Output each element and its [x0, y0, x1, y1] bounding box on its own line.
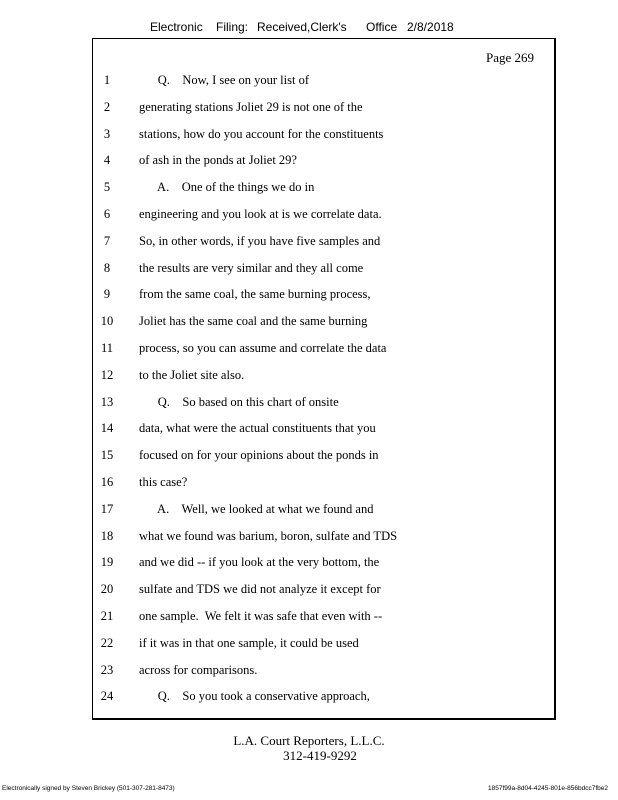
- footer-phone: 312-419-9292: [283, 748, 357, 763]
- line-number: 13: [100, 395, 114, 409]
- line-text: A. One of the things we do in: [139, 180, 315, 194]
- line-text: the results are very similar and they all come: [139, 261, 364, 275]
- document-id: 1857f99a-8d04-4245-801e-856bdcc7fbe2: [488, 785, 608, 792]
- page-number: Page 269: [485, 50, 534, 65]
- line-number: 2: [103, 100, 111, 114]
- line-number: 3: [103, 127, 111, 141]
- line-text: one sample. We felt it was safe that even with --: [139, 609, 383, 623]
- line-text: and we did -- if you look at the very bottom, the: [139, 555, 380, 569]
- line-text: Q. So you took a conservative approach,: [139, 689, 370, 703]
- header-electronic: Electronic: [150, 20, 203, 34]
- line-text: engineering and you look at is we correlate data.: [139, 207, 382, 221]
- line-number: 24: [100, 689, 114, 703]
- line-number: 16: [100, 475, 114, 489]
- line-text: if it was in that one sample, it could be used: [139, 636, 359, 650]
- line-text: Q. Now, I see on your list of: [139, 73, 310, 87]
- line-text: from the same coal, the same burning process,: [139, 287, 371, 301]
- line-text: this case?: [139, 475, 188, 489]
- line-text: Q. So based on this chart of onsite: [139, 395, 339, 409]
- line-number: 15: [100, 448, 114, 462]
- line-text: data, what were the actual constituents that you: [139, 421, 376, 435]
- line-text: So, in other words, if you have five samples and: [139, 234, 381, 248]
- line-number: 9: [103, 287, 111, 301]
- header-date: 2/8/2018: [407, 20, 454, 34]
- line-number: 21: [100, 609, 114, 623]
- line-text: A. Well, we looked at what we found and: [139, 502, 374, 516]
- line-text: what we found was barium, boron, sulfate and TDS: [139, 529, 398, 543]
- line-number: 7: [103, 234, 111, 248]
- line-number: 10: [100, 314, 114, 328]
- line-text: generating stations Joliet 29 is not one of the: [139, 100, 363, 114]
- line-text: sulfate and TDS we did not analyze it except for: [139, 582, 381, 596]
- electronic-signature: Electronically signed by Steven Brickey (501-307-281-8473): [2, 785, 175, 792]
- filing-header: [0, 20, 618, 38]
- line-number: 19: [100, 555, 114, 569]
- line-text: across for comparisons.: [139, 663, 258, 677]
- header-received-clerks: Received,Clerk's: [257, 20, 347, 34]
- line-number: 8: [103, 261, 111, 275]
- header-office: Office: [366, 20, 398, 34]
- line-number: 20: [100, 582, 114, 596]
- line-text: of ash in the ponds at Joliet 29?: [139, 153, 297, 167]
- line-text: stations, how do you account for the constituents: [139, 127, 384, 141]
- line-number: 4: [103, 153, 111, 167]
- line-number: 23: [100, 663, 114, 677]
- line-number: 1: [103, 73, 111, 87]
- line-number: 5: [103, 180, 111, 194]
- line-text: to the Joliet site also.: [139, 368, 245, 382]
- line-number: 18: [100, 529, 114, 543]
- line-number: 12: [100, 368, 114, 382]
- line-number: 14: [100, 421, 114, 435]
- line-text: Joliet has the same coal and the same burning: [139, 314, 368, 328]
- footer-company: L.A. Court Reporters, L.L.C.: [233, 733, 385, 748]
- line-text: focused on for your opinions about the ponds in: [139, 448, 379, 462]
- line-number: 17: [100, 502, 114, 516]
- line-number: 6: [103, 207, 111, 221]
- header-filing: Filing:: [216, 20, 249, 34]
- line-number: 11: [100, 341, 114, 355]
- line-text: process, so you can assume and correlate the data: [139, 341, 387, 355]
- line-number: 22: [100, 636, 114, 650]
